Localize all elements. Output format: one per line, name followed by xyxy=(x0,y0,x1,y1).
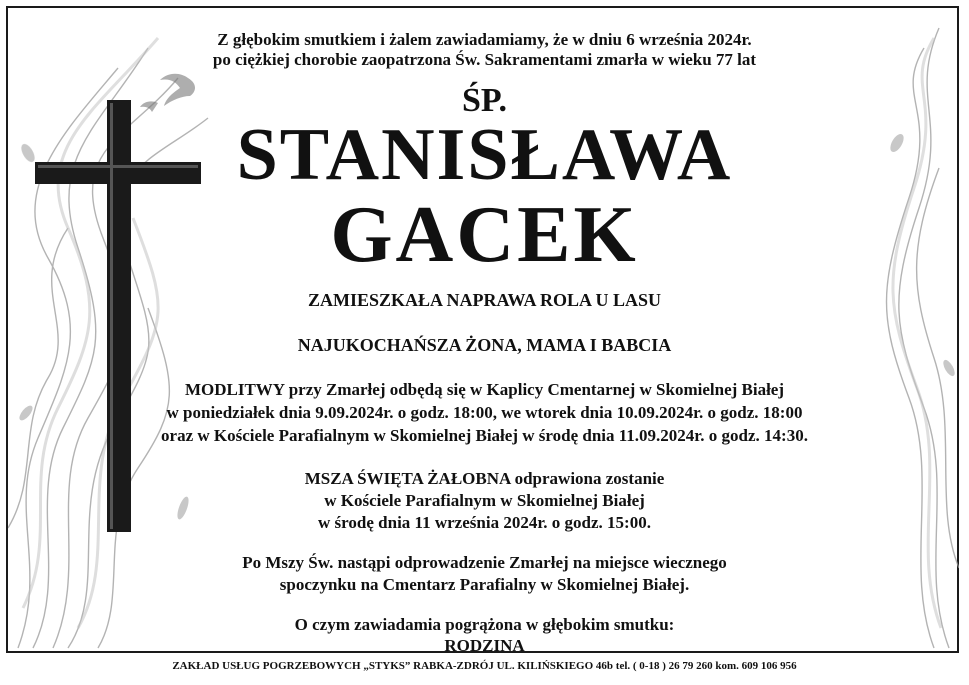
mass-line-3: w środę dnia 11 września 2024r. o godz. 15:00. xyxy=(318,513,651,532)
prayers-line-2: w poniedziałek dnia 9.09.2024r. o godz. 18:00, we wtorek dnia 10.09.2024r. o godz. 18:00 xyxy=(166,403,803,422)
prayers-line-3: oraz w Kościele Parafialnym w Skomielnej Białej w środę dnia 11.09.2024r. o godz. 14:30. xyxy=(161,426,808,445)
relation: NAJUKOCHAŃSZA ŻONA, MAMA I BABCIA xyxy=(297,335,672,355)
mass-line-2: w Kościele Parafialnym w Skomielnej Białej xyxy=(324,491,645,510)
mass-line-1: MSZA ŚWIĘTA ŻAŁOBNA odprawiona zostanie xyxy=(304,469,665,488)
procession-line-2: spoczynku na Cmentarz Parafialny w Skomielnej Białej. xyxy=(279,575,690,594)
first-name: STANISŁAWA xyxy=(236,114,733,196)
closing-text: O czym zawiadamia pogrążona w głębokim smutku: xyxy=(294,615,675,634)
family-signature: RODZINA xyxy=(444,636,525,655)
intro-line-1: Z głębokim smutkiem i żalem zawiadamiamy, że w dniu 6 września 2024r. xyxy=(217,30,752,49)
residence: ZAMIESZKAŁA NAPRAWA ROLA U LASU xyxy=(307,290,662,310)
honorific: ŚP. xyxy=(461,82,508,119)
intro-line-2: po ciężkiej chorobie zaopatrzona Św. Sakramentami zmarła w wieku 77 lat xyxy=(212,50,757,69)
procession-line-1: Po Mszy Św. nastąpi odprowadzenie Zmarłej na miejsce wiecznego xyxy=(242,553,727,572)
last-name: GACEK xyxy=(330,191,639,279)
funeral-home-footer: ZAKŁAD USŁUG POGRZEBOWYCH „STYKS” RABKA-ZDRÓJ UL. KILIŃSKIEGO 46b tel. ( 0-18 ) 26 79 260 kom. 609 106 956 xyxy=(172,660,797,672)
prayers-line-1: MODLITWY przy Zmarłej odbędą się w Kaplicy Cmentarnej w Skomielnej Białej xyxy=(184,380,785,399)
